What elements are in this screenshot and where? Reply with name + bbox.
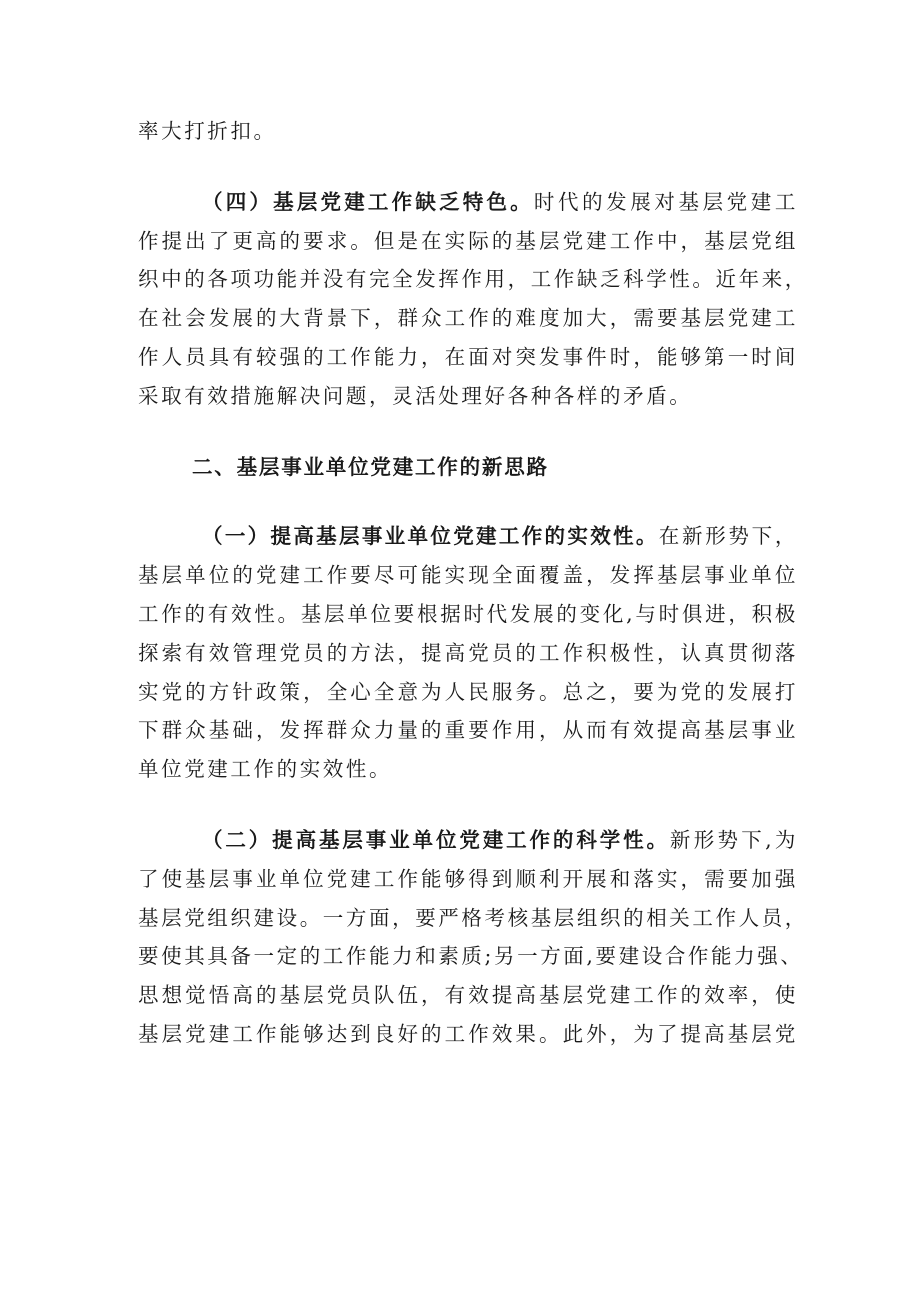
text-line: 在社会发展的大背景下，群众工作的难度加大，需要基层党建工 <box>138 306 798 331</box>
text-line: 作人员具有较强的工作能力，在面对突发事件时，能够第一时间 <box>138 344 798 369</box>
paragraph-lead-rest: 时代的发展对基层党建工 <box>533 189 798 214</box>
text-line: 下群众基础，发挥群众力量的重要作用，从而有效提高基层事业 <box>138 718 798 743</box>
text-line: 了使基层事业单位党建工作能够得到顺利开展和落实，需要加强 <box>138 866 798 891</box>
text-line: 基层党建工作能够达到良好的工作效果。此外，为了提高基层党 <box>138 1021 798 1046</box>
text-line: 思想觉悟高的基层党员队伍，有效提高基层党建工作的效率，使 <box>138 983 798 1008</box>
paragraph-four <box>138 183 808 416</box>
text-line: 基层单位的党建工作要尽可能实现全面覆盖，发挥基层事业单位 <box>138 563 798 588</box>
text-line: 基层党组织建设。一方面，要严格考核基层组织的相关工作人员， <box>138 905 808 930</box>
paragraph-lead-bold: （二）提高基层事业单位党建工作的科学性。 <box>202 827 670 852</box>
text-line: 探索有效管理党员的方法，提高党员的工作积极性，认真贯彻落 <box>138 640 798 665</box>
text-line <box>138 821 798 860</box>
paragraph-continuation <box>138 112 798 151</box>
paragraph-lead-rest: 在新形势下， <box>658 524 798 549</box>
text-line: 织中的各项功能并没有完全发挥作用，工作缺乏科学性。近年来， <box>138 267 808 292</box>
text-line: 工作的有效性。基层单位要根据时代发展的变化,与时俱进，积极 <box>138 601 798 626</box>
text-line: 要使其具备一定的工作能力和素质;另一方面,要建设合作能力强、 <box>138 944 804 969</box>
paragraph-one <box>138 517 798 789</box>
text-line <box>138 183 798 222</box>
text-line: 实党的方针政策，全心全意为人民服务。总之，要为党的发展打 <box>138 679 798 704</box>
paragraph-lead-bold: （一）提高基层事业单位党建工作的实效性。 <box>202 524 659 549</box>
text-line: 作提出了更高的要求。但是在实际的基层党建工作中，基层党组 <box>138 228 798 253</box>
document-body <box>138 112 808 1054</box>
paragraph-lead-rest: 新形势下,为 <box>669 827 798 852</box>
text-line: 单位党建工作的实效性。 <box>138 757 393 782</box>
paragraph-lead-bold: （四）基层党建工作缺乏特色。 <box>202 189 534 214</box>
paragraph-two <box>138 821 808 1054</box>
text-line: 采取有效措施解决问题，灵活处理好各种各样的矛盾。 <box>138 383 693 408</box>
section-heading: 二、基层事业单位党建工作的新思路 <box>192 454 549 479</box>
text-line: 率大打折扣。 <box>138 119 277 143</box>
text-line <box>138 517 798 556</box>
